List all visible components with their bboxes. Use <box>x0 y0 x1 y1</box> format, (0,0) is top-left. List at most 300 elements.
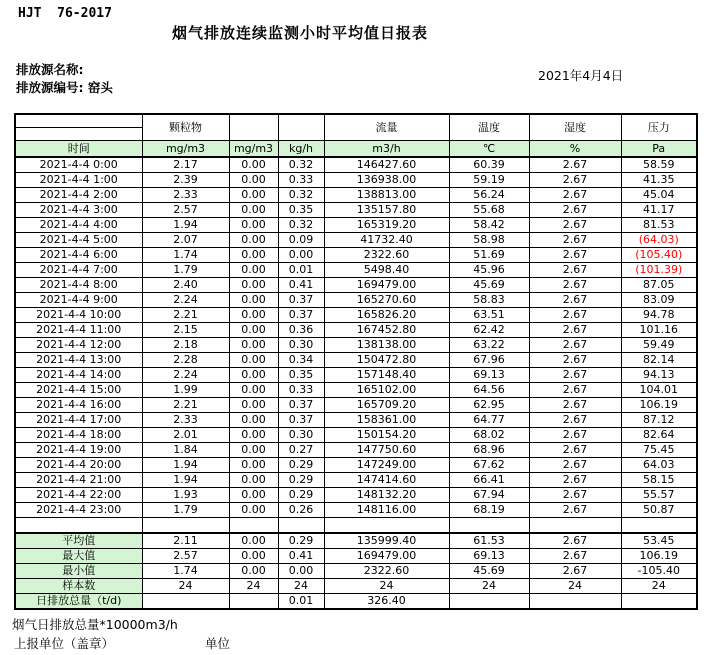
summary-row <box>15 579 697 594</box>
time-cell: 2021-4-4 4:00 <box>15 218 142 233</box>
value-cell: 41.17 <box>621 203 697 218</box>
value-cell: 0.32 <box>278 218 324 233</box>
time-cell: 2021-4-4 0:00 <box>15 157 142 173</box>
summary-value: -105.40 <box>621 564 697 579</box>
value-cell: 0.33 <box>278 383 324 398</box>
table-row <box>15 338 697 353</box>
source-id-label: 排放源编号: <box>16 80 84 95</box>
value-cell: 2.33 <box>142 188 229 203</box>
value-cell: 58.42 <box>449 218 529 233</box>
value-cell: 2.67 <box>529 383 621 398</box>
empty-cell <box>15 518 142 534</box>
value-cell: 0.00 <box>229 248 278 263</box>
value-cell: 0.41 <box>278 278 324 293</box>
empty-cell <box>449 518 529 534</box>
table-row <box>15 157 697 173</box>
value-cell: 2.67 <box>529 203 621 218</box>
summary-row <box>15 594 697 610</box>
summary-value: 0.00 <box>229 564 278 579</box>
summary-value: 53.45 <box>621 533 697 549</box>
unit-header: Pa <box>621 141 697 158</box>
value-cell: 0.00 <box>229 443 278 458</box>
report-unit-label: 上报单位（盖章） <box>14 636 115 651</box>
value-cell: 62.42 <box>449 323 529 338</box>
value-cell: 0.00 <box>229 323 278 338</box>
time-cell: 2021-4-4 21:00 <box>15 473 142 488</box>
summary-value: 2322.60 <box>324 564 449 579</box>
summary-value <box>142 594 229 610</box>
summary-value: 24 <box>278 579 324 594</box>
summary-value: 135999.40 <box>324 533 449 549</box>
unit-label: 单位 <box>205 636 231 651</box>
value-cell: 68.19 <box>449 503 529 518</box>
table-row <box>15 173 697 188</box>
value-cell: 1.99 <box>142 383 229 398</box>
value-cell: 0.01 <box>278 263 324 278</box>
time-cell: 2021-4-4 2:00 <box>15 188 142 203</box>
value-cell: 81.53 <box>621 218 697 233</box>
summary-value: 2.67 <box>529 533 621 549</box>
value-cell: 64.56 <box>449 383 529 398</box>
summary-label: 最大值 <box>15 549 142 564</box>
summary-value: 61.53 <box>449 533 529 549</box>
time-cell: 2021-4-4 14:00 <box>15 368 142 383</box>
time-cell: 2021-4-4 10:00 <box>15 308 142 323</box>
value-cell: 0.30 <box>278 428 324 443</box>
value-cell: 45.96 <box>449 263 529 278</box>
time-cell: 2021-4-4 18:00 <box>15 428 142 443</box>
value-cell: 165709.20 <box>324 398 449 413</box>
time-cell: 2021-4-4 7:00 <box>15 263 142 278</box>
value-cell: 2.21 <box>142 398 229 413</box>
value-cell: 2.67 <box>529 398 621 413</box>
value-cell: 1.79 <box>142 503 229 518</box>
value-cell: (101.39) <box>621 263 697 278</box>
value-cell: 87.12 <box>621 413 697 428</box>
empty-cell <box>278 518 324 534</box>
value-cell: 1.94 <box>142 218 229 233</box>
summary-value: 69.13 <box>449 549 529 564</box>
value-cell: 2.67 <box>529 488 621 503</box>
value-cell: 2.67 <box>529 233 621 248</box>
value-cell: 82.14 <box>621 353 697 368</box>
value-cell: 1.74 <box>142 248 229 263</box>
value-cell: 2.67 <box>529 428 621 443</box>
time-cell: 2021-4-4 22:00 <box>15 488 142 503</box>
value-cell: 2.67 <box>529 503 621 518</box>
time-cell: 2021-4-4 17:00 <box>15 413 142 428</box>
value-cell: 165826.20 <box>324 308 449 323</box>
table-body <box>15 157 697 609</box>
empty-cell <box>529 518 621 534</box>
time-cell: 2021-4-4 13:00 <box>15 353 142 368</box>
summary-value: 0.29 <box>278 533 324 549</box>
value-cell: 2.33 <box>142 413 229 428</box>
value-cell: 64.03 <box>621 458 697 473</box>
value-cell: 148116.00 <box>324 503 449 518</box>
value-cell: 0.00 <box>229 263 278 278</box>
unit-header: m3/h <box>324 141 449 158</box>
value-cell: 0.00 <box>229 308 278 323</box>
value-cell: 2.67 <box>529 308 621 323</box>
value-cell: 1.79 <box>142 263 229 278</box>
summary-value: 24 <box>449 579 529 594</box>
value-cell: 135157.80 <box>324 203 449 218</box>
value-cell: 2.67 <box>529 353 621 368</box>
table-row <box>15 263 697 278</box>
value-cell: 87.05 <box>621 278 697 293</box>
value-cell: 146427.60 <box>324 157 449 173</box>
summary-value: 0.41 <box>278 549 324 564</box>
summary-value: 2.67 <box>529 564 621 579</box>
value-cell: 2.67 <box>529 473 621 488</box>
value-cell: 0.00 <box>229 458 278 473</box>
value-cell: 59.49 <box>621 338 697 353</box>
value-cell: 138138.00 <box>324 338 449 353</box>
value-cell: (64.03) <box>621 233 697 248</box>
unit-header: % <box>529 141 621 158</box>
value-cell: 58.98 <box>449 233 529 248</box>
value-cell: 45.04 <box>621 188 697 203</box>
table-row <box>15 473 697 488</box>
value-cell: 68.96 <box>449 443 529 458</box>
summary-row <box>15 533 697 549</box>
value-cell: 101.16 <box>621 323 697 338</box>
summary-value: 169479.00 <box>324 549 449 564</box>
table-row <box>15 233 697 248</box>
value-cell: 59.19 <box>449 173 529 188</box>
value-cell: 0.00 <box>229 233 278 248</box>
value-cell: 1.93 <box>142 488 229 503</box>
value-cell: 2.67 <box>529 293 621 308</box>
time-cell: 2021-4-4 3:00 <box>15 203 142 218</box>
value-cell: 0.00 <box>229 428 278 443</box>
empty-cell <box>142 518 229 534</box>
value-cell: 165270.60 <box>324 293 449 308</box>
value-cell: 58.83 <box>449 293 529 308</box>
value-cell: 147249.00 <box>324 458 449 473</box>
summary-row <box>15 564 697 579</box>
time-cell: 2021-4-4 1:00 <box>15 173 142 188</box>
value-cell: 2.67 <box>529 443 621 458</box>
summary-row <box>15 549 697 564</box>
value-cell: 158361.00 <box>324 413 449 428</box>
summary-value: 0.00 <box>229 533 278 549</box>
summary-value <box>449 594 529 610</box>
value-cell: 0.37 <box>278 398 324 413</box>
summary-value: 1.74 <box>142 564 229 579</box>
summary-value: 0.00 <box>229 549 278 564</box>
value-cell: 0.00 <box>229 368 278 383</box>
value-cell: 138813.00 <box>324 188 449 203</box>
value-cell: 2.67 <box>529 248 621 263</box>
time-header-blank <box>15 114 142 128</box>
report-date: 2021年4月4日 <box>538 68 624 83</box>
summary-value: 2.11 <box>142 533 229 549</box>
value-cell: 67.96 <box>449 353 529 368</box>
time-cell: 2021-4-4 20:00 <box>15 458 142 473</box>
value-cell: 2.24 <box>142 368 229 383</box>
value-cell: 157148.40 <box>324 368 449 383</box>
value-cell: 58.15 <box>621 473 697 488</box>
value-cell: 2.18 <box>142 338 229 353</box>
table-row <box>15 458 697 473</box>
value-cell: 2.15 <box>142 323 229 338</box>
unit-header: ℃ <box>449 141 529 158</box>
time-cell: 2021-4-4 15:00 <box>15 383 142 398</box>
summary-value: 0.00 <box>278 564 324 579</box>
value-cell: 2322.60 <box>324 248 449 263</box>
value-cell: 0.00 <box>229 338 278 353</box>
summary-value: 2.57 <box>142 549 229 564</box>
report-table <box>14 113 698 610</box>
value-cell: 83.09 <box>621 293 697 308</box>
value-cell: 2.67 <box>529 458 621 473</box>
unit-header: mg/m3 <box>142 141 229 158</box>
value-cell: 0.00 <box>229 173 278 188</box>
value-cell: 2.24 <box>142 293 229 308</box>
table-row <box>15 428 697 443</box>
value-cell: 2.28 <box>142 353 229 368</box>
summary-value <box>229 594 278 610</box>
value-cell: 0.00 <box>229 488 278 503</box>
flow-total-note: 烟气日排放总量*10000m3/h <box>12 617 178 632</box>
value-cell: 0.00 <box>229 188 278 203</box>
value-cell: 1.84 <box>142 443 229 458</box>
value-cell: 0.00 <box>229 293 278 308</box>
table-row <box>15 308 697 323</box>
value-cell: 1.94 <box>142 473 229 488</box>
value-cell: 66.41 <box>449 473 529 488</box>
time-header-blank <box>15 128 142 141</box>
group-header: 压力 <box>621 114 697 141</box>
value-cell: 0.00 <box>229 503 278 518</box>
value-cell: 82.64 <box>621 428 697 443</box>
table-row <box>15 188 697 203</box>
time-cell: 2021-4-4 12:00 <box>15 338 142 353</box>
value-cell: 0.37 <box>278 308 324 323</box>
group-header-blank <box>278 114 324 141</box>
value-cell: 2.39 <box>142 173 229 188</box>
value-cell: 0.34 <box>278 353 324 368</box>
table-row <box>15 278 697 293</box>
value-cell: 165102.00 <box>324 383 449 398</box>
value-cell: 2.57 <box>142 203 229 218</box>
summary-value <box>529 594 621 610</box>
value-cell: 45.69 <box>449 278 529 293</box>
value-cell: 0.00 <box>229 413 278 428</box>
table-row <box>15 398 697 413</box>
value-cell: 0.29 <box>278 473 324 488</box>
value-cell: 55.57 <box>621 488 697 503</box>
value-cell: 104.01 <box>621 383 697 398</box>
group-header: 湿度 <box>529 114 621 141</box>
value-cell: 2.67 <box>529 368 621 383</box>
summary-value: 2.67 <box>529 549 621 564</box>
value-cell: 165319.20 <box>324 218 449 233</box>
value-cell: 0.37 <box>278 413 324 428</box>
value-cell: 75.45 <box>621 443 697 458</box>
value-cell: 2.21 <box>142 308 229 323</box>
summary-value: 0.01 <box>278 594 324 610</box>
table-row <box>15 248 697 263</box>
time-cell: 2021-4-4 11:00 <box>15 323 142 338</box>
value-cell: 41732.40 <box>324 233 449 248</box>
value-cell: 2.67 <box>529 323 621 338</box>
source-name-label: 排放源名称: <box>16 62 84 77</box>
empty-cell <box>324 518 449 534</box>
value-cell: 94.78 <box>621 308 697 323</box>
value-cell: 69.13 <box>449 368 529 383</box>
value-cell: (105.40) <box>621 248 697 263</box>
value-cell: 0.32 <box>278 188 324 203</box>
value-cell: 2.67 <box>529 188 621 203</box>
group-header: 温度 <box>449 114 529 141</box>
value-cell: 60.39 <box>449 157 529 173</box>
table-row <box>15 293 697 308</box>
value-cell: 2.17 <box>142 157 229 173</box>
value-cell: 0.32 <box>278 157 324 173</box>
value-cell: 41.35 <box>621 173 697 188</box>
table-row <box>15 218 697 233</box>
summary-value: 24 <box>324 579 449 594</box>
table-row <box>15 443 697 458</box>
source-meta <box>16 61 113 97</box>
value-cell: 2.67 <box>529 338 621 353</box>
value-cell: 0.33 <box>278 173 324 188</box>
summary-value: 24 <box>529 579 621 594</box>
table-row <box>15 203 697 218</box>
empty-cell <box>621 518 697 534</box>
table-row <box>15 368 697 383</box>
separator-row <box>15 518 697 534</box>
value-cell: 0.29 <box>278 488 324 503</box>
value-cell: 0.00 <box>229 203 278 218</box>
table-row <box>15 383 697 398</box>
value-cell: 167452.80 <box>324 323 449 338</box>
value-cell: 2.67 <box>529 218 621 233</box>
value-cell: 55.68 <box>449 203 529 218</box>
value-cell: 0.00 <box>229 278 278 293</box>
value-cell: 0.30 <box>278 338 324 353</box>
value-cell: 2.67 <box>529 157 621 173</box>
value-cell: 62.95 <box>449 398 529 413</box>
value-cell: 0.36 <box>278 323 324 338</box>
value-cell: 0.00 <box>229 398 278 413</box>
unit-header: kg/h <box>278 141 324 158</box>
summary-value <box>621 594 697 610</box>
value-cell: 68.02 <box>449 428 529 443</box>
time-cell: 2021-4-4 19:00 <box>15 443 142 458</box>
value-cell: 0.00 <box>229 157 278 173</box>
group-header-blank <box>229 114 278 141</box>
value-cell: 147750.60 <box>324 443 449 458</box>
value-cell: 0.35 <box>278 368 324 383</box>
value-cell: 0.29 <box>278 458 324 473</box>
empty-cell <box>229 518 278 534</box>
value-cell: 0.00 <box>229 383 278 398</box>
table-header <box>15 114 697 157</box>
value-cell: 148132.20 <box>324 488 449 503</box>
value-cell: 2.40 <box>142 278 229 293</box>
time-cell: 2021-4-4 23:00 <box>15 503 142 518</box>
value-cell: 2.07 <box>142 233 229 248</box>
value-cell: 51.69 <box>449 248 529 263</box>
standard-code: HJT 76-2017 <box>18 6 112 21</box>
table-row <box>15 413 697 428</box>
summary-value: 24 <box>229 579 278 594</box>
time-cell: 2021-4-4 9:00 <box>15 293 142 308</box>
value-cell: 0.00 <box>278 248 324 263</box>
summary-value: 24 <box>142 579 229 594</box>
time-cell: 2021-4-4 5:00 <box>15 233 142 248</box>
value-cell: 64.77 <box>449 413 529 428</box>
source-name-row <box>16 61 113 79</box>
table-row <box>15 353 697 368</box>
value-cell: 150472.80 <box>324 353 449 368</box>
value-cell: 63.51 <box>449 308 529 323</box>
value-cell: 58.59 <box>621 157 697 173</box>
summary-value: 326.40 <box>324 594 449 610</box>
value-cell: 0.27 <box>278 443 324 458</box>
value-cell: 0.00 <box>229 218 278 233</box>
value-cell: 2.67 <box>529 413 621 428</box>
value-cell: 169479.00 <box>324 278 449 293</box>
value-cell: 1.94 <box>142 458 229 473</box>
value-cell: 0.37 <box>278 293 324 308</box>
value-cell: 0.00 <box>229 473 278 488</box>
value-cell: 56.24 <box>449 188 529 203</box>
value-cell: 2.67 <box>529 263 621 278</box>
value-cell: 2.01 <box>142 428 229 443</box>
table-row <box>15 503 697 518</box>
summary-value: 45.69 <box>449 564 529 579</box>
source-id-row <box>16 79 113 97</box>
value-cell: 2.67 <box>529 278 621 293</box>
value-cell: 106.19 <box>621 398 697 413</box>
value-cell: 94.13 <box>621 368 697 383</box>
table-row <box>15 488 697 503</box>
time-header: 时间 <box>15 141 142 158</box>
value-cell: 0.09 <box>278 233 324 248</box>
group-header: 颗粒物 <box>142 114 229 141</box>
summary-value: 24 <box>621 579 697 594</box>
value-cell: 67.62 <box>449 458 529 473</box>
time-cell: 2021-4-4 8:00 <box>15 278 142 293</box>
summary-value: 106.19 <box>621 549 697 564</box>
time-cell: 2021-4-4 6:00 <box>15 248 142 263</box>
summary-label: 平均值 <box>15 533 142 549</box>
source-id-value: 窑头 <box>87 80 113 95</box>
value-cell: 147414.60 <box>324 473 449 488</box>
time-cell: 2021-4-4 16:00 <box>15 398 142 413</box>
value-cell: 0.26 <box>278 503 324 518</box>
unit-header: mg/m3 <box>229 141 278 158</box>
value-cell: 0.35 <box>278 203 324 218</box>
value-cell: 0.00 <box>229 353 278 368</box>
value-cell: 50.87 <box>621 503 697 518</box>
summary-label: 样本数 <box>15 579 142 594</box>
value-cell: 5498.40 <box>324 263 449 278</box>
table-row <box>15 323 697 338</box>
summary-label: 最小值 <box>15 564 142 579</box>
value-cell: 63.22 <box>449 338 529 353</box>
summary-label: 日排放总量（t/d) <box>15 594 142 610</box>
value-cell: 67.94 <box>449 488 529 503</box>
group-header: 流量 <box>324 114 449 141</box>
value-cell: 150154.20 <box>324 428 449 443</box>
value-cell: 136938.00 <box>324 173 449 188</box>
